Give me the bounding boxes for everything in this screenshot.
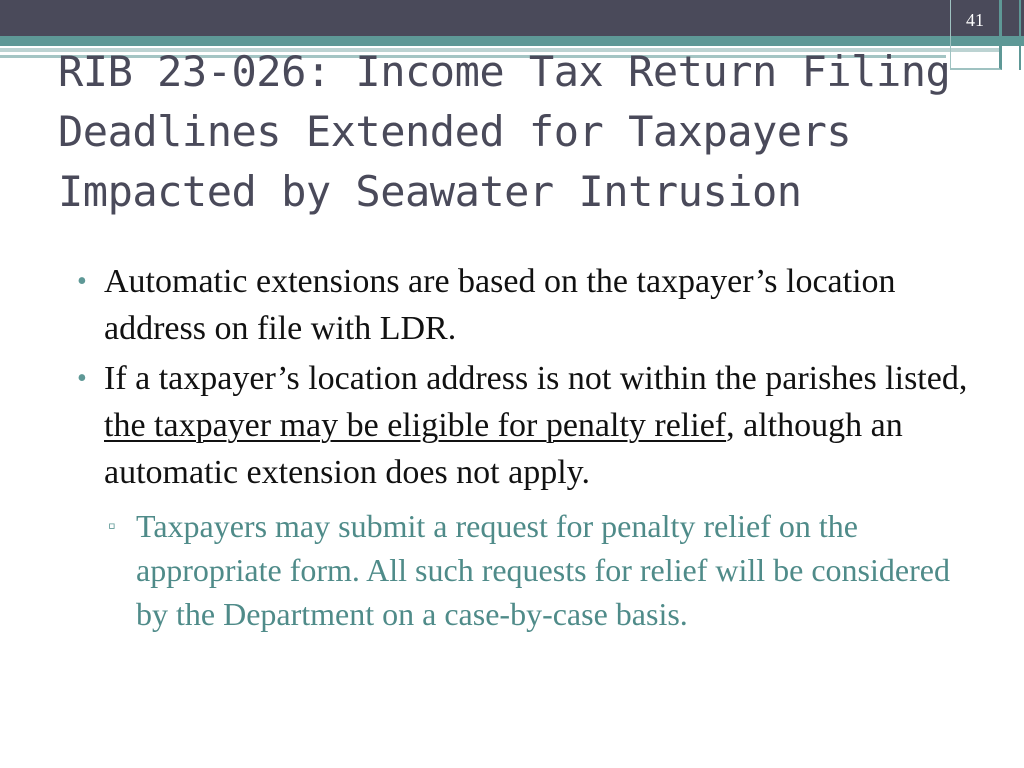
bullet-text-after: , although an automatic extension does not apply. [104,407,903,491]
bullet-item [72,355,972,496]
bullet-text-underlined: the taxpayer may be eligible for penalty relief [104,407,727,444]
bullet-item [72,258,972,352]
square-bullet-icon: ▫ [108,513,116,538]
sub-bullet-text: Taxpayers may submit a request for penalty relief on the appropriate form. All such requests for relief will be considered by the Department on a case-by-case basis. [136,508,950,632]
slide-body [72,258,972,636]
sub-bullet-item [72,504,972,636]
bullet-text-before: If a taxpayer’s location address is not within the parishes listed, [104,360,968,397]
slide-number: 41 [966,10,984,30]
bullet-text: Automatic extensions are based on the taxpayer’s location address on file with LDR. [104,263,896,347]
bullet-dot-icon: • [77,363,87,394]
header-band [0,0,1024,36]
right-edge-rule [1019,0,1021,70]
bullet-dot-icon: • [77,266,87,297]
slide-title: RIB 23-026: Income Tax Return Filing Deadlines Extended for Taxpayers Impacted by Seawater Intrusion [58,47,951,216]
